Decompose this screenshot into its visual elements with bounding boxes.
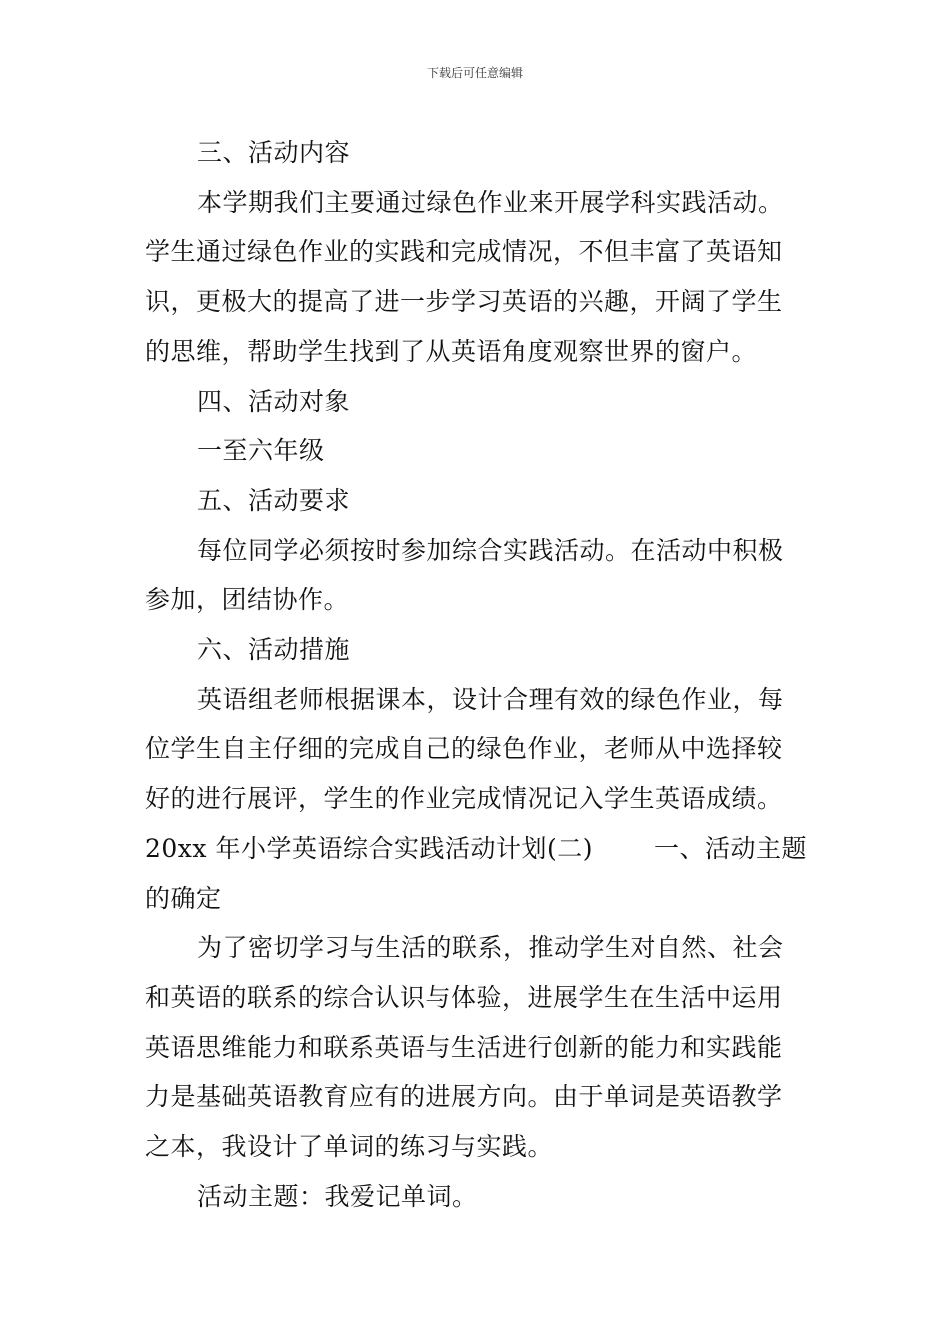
paragraph-line: 为了密切学习与生活的联系，推动学生对自然、社会 [197, 933, 784, 963]
section-heading-activity-measures: 六、活动措施 [197, 635, 351, 665]
section-heading-activity-content: 三、活动内容 [197, 138, 351, 167]
paragraph-line: 英语组老师根据课本，设计合理有效的绿色作业，每 [197, 684, 784, 714]
paragraph-line: 识，更极大的提高了进一步学习英语的兴趣，开阔了学生 [145, 287, 783, 317]
plan-title-line [145, 824, 807, 874]
paragraph-line: 位学生自主仔细的完成自己的绿色作业，老师从中选择较 [145, 734, 783, 764]
section-heading-activity-target: 四、活动对象 [197, 386, 351, 416]
plan-title: 20xx 年小学英语综合实践活动计划(二) [145, 833, 593, 863]
section-heading-activity-theme: 一、活动主题 [653, 833, 807, 863]
paragraph-line: 和英语的联系的综合认识与体验，进展学生在生活中运用 [145, 982, 783, 1012]
paragraph-line: 学生通过绿色作业的实践和完成情况，不但丰富了英语知 [145, 237, 783, 267]
paragraph-line: 的思维，帮助学生找到了从英语角度观察世界的窗户。 [145, 336, 758, 366]
document-body [145, 128, 807, 1221]
paragraph-line: 每位同学必须按时参加综合实践活动。在活动中积极 [197, 535, 784, 565]
paragraph-line: 参加，团结协作。 [145, 585, 350, 615]
paragraph-line: 英语思维能力和联系英语与生活进行创新的能力和实践能 [145, 1032, 783, 1062]
paragraph-line: 之本，我设计了单词的练习与实践。 [145, 1132, 554, 1162]
paragraph-line: 力是基础英语教育应有的进展方向。由于单词是英语教学 [145, 1082, 783, 1112]
activity-theme-line: 活动主题：我爱记单词。 [197, 1181, 478, 1211]
section-heading-activity-requirements: 五、活动要求 [197, 485, 351, 515]
paragraph-line: 的确定 [145, 883, 222, 913]
paragraph-line: 好的进行展评，学生的作业完成情况记入学生英语成绩。 [145, 784, 783, 814]
paragraph-line: 一至六年级 [197, 436, 325, 466]
paragraph-line: 本学期我们主要通过绿色作业来开展学科实践活动。 [197, 187, 784, 217]
page-header-note: 下载后可任意编辑 [426, 66, 523, 80]
